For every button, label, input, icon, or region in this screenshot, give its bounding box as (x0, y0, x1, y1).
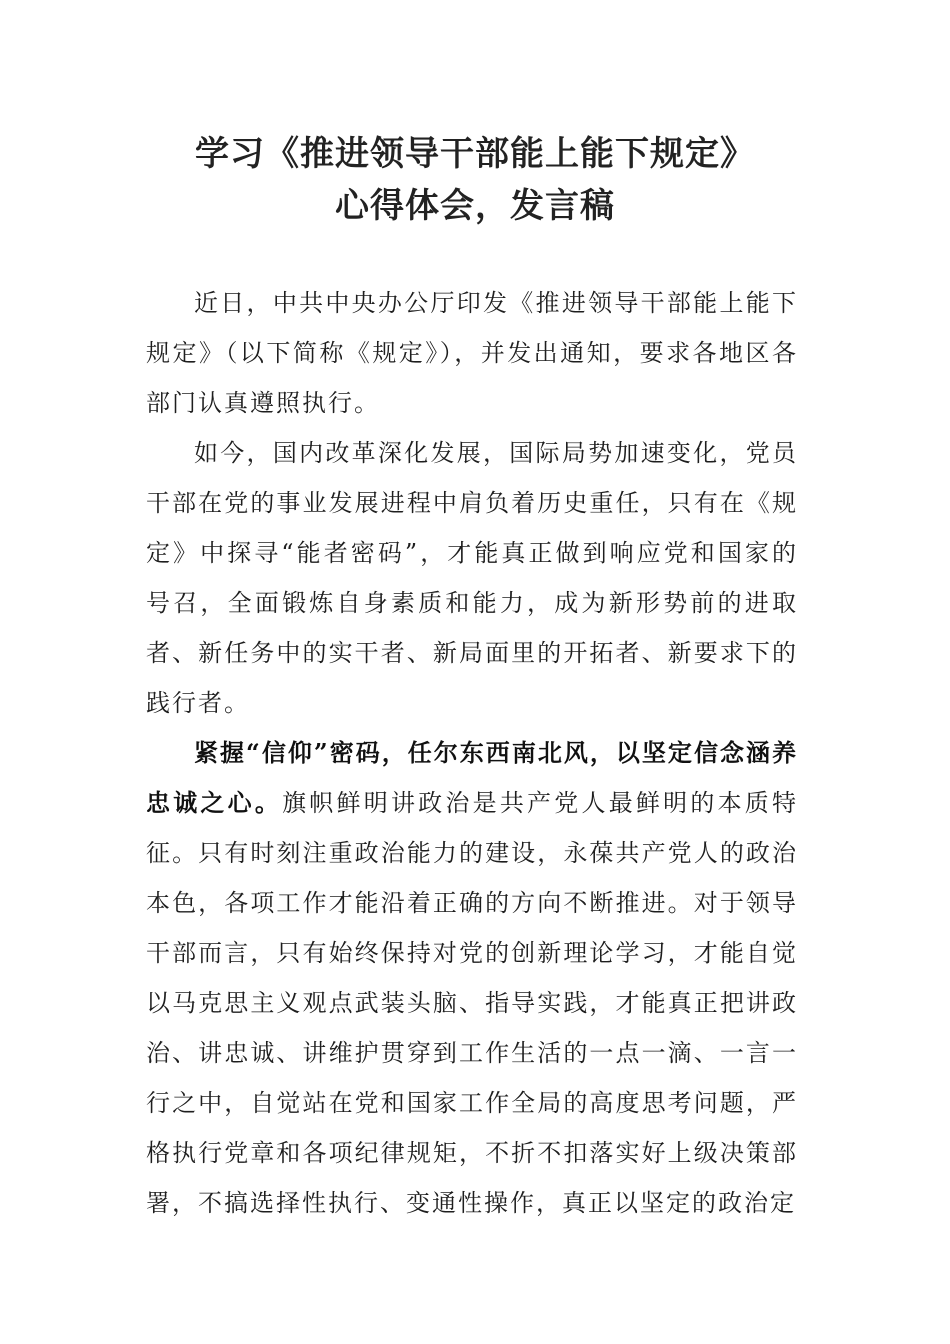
paragraph-2 (146, 428, 798, 728)
paragraph-3 (146, 728, 798, 1228)
paragraph-1 (146, 278, 798, 428)
title-line-2: 心得体会，发言稿 (335, 186, 615, 226)
paragraph-1-text: 近日，中共中央办公厅印发《推进领导干部能上能下规定》（以下简称《规定》），并发出通知，要求各地区各部门认真遵照执行。 (146, 289, 798, 417)
paragraph-3-heading: 紧握“信仰”密码，任尔东西南北风，以坚定信念涵养忠诚之心。 (146, 738, 798, 817)
title-line-1: 学习《推进领导干部能上能下规定》 (195, 134, 755, 174)
document-body (146, 278, 798, 1228)
document-title (0, 128, 950, 232)
paragraph-2-text: 如今，国内改革深化发展，国际局势加速变化，党员干部在党的事业发展进程中肩负着历史重任，只有在《规定》中探寻“能者密码”，才能真正做到响应党和国家的号召，全面锻炼自身素质和能力，成为新形势前的进取者、新任务中的实干者、新局面里的开拓者、新要求下的践行者。 (146, 439, 798, 717)
paragraph-3-text: 旗帜鲜明讲政治是共产党人最鲜明的本质特征。只有时刻注重政治能力的建设，永葆共产党人的政治本色，各项工作才能沿着正确的方向不断推进。对于领导干部而言，只有始终保持对党的创新理论学习，才能自觉以马克思主义观点武装头脑、指导实践，才能真正把讲政治、讲忠诚、讲维护贯穿到工作生活的一点一滴、一言一行之中，自觉站在党和国家工作全局的高度思考问题，严格执行党章和各项纪律规矩，不折不扣落实好上级决策部署，不搞选择性执行、变通性操作，真正以坚定的政治定 (146, 789, 799, 1217)
